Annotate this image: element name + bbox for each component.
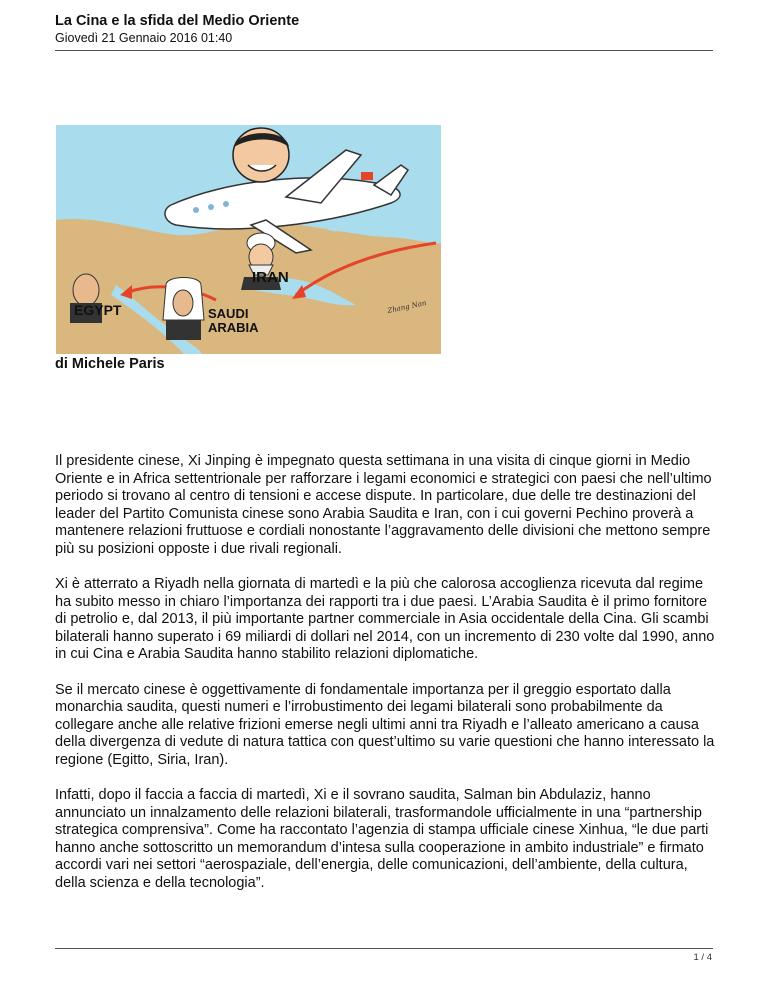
label-arabia: ARABIA (208, 320, 259, 335)
paragraph: Xi è atterrato a Riyadh nella giornata di martedì e la più che calorosa accoglienza ricevuta dal regime ha subito messo in chiaro l’importanza dei rapporti tra i due paesi. L’Arabia Saudita è il primo fornitore di petrolio e, dal 2013, il più importante partner commerciale in Asia occidentale della Cina. Gli scambi bilaterali hanno superato i 69 miliardi di dollari nel 2014, con un incremento di 230 volte dal 1990, anno in cui Cina e Arabia Saudita hanno stabilito relazioni diplomatiche. (55, 576, 715, 663)
document-date: Giovedì 21 Gennaio 2016 01:40 (55, 31, 233, 45)
cartoon-illustration (56, 125, 441, 354)
cartoon-svg (56, 125, 441, 354)
page-header (55, 12, 713, 46)
article-body (55, 453, 715, 910)
paragraph: Infatti, dopo il faccia a faccia di martedì, Xi e il sovrano saudita, Salman bin Abdulaziz, hanno annunciato un innalzamento delle relazioni bilaterali, trasformandole ufficialmente in una “partnership strategica comprensiva”. Come ha raccontato l’agenzia di stampa ufficiale cinese Xinhua, “le due parti hanno anche sottoscritto un memorandum d’intesa sulla cooperazione in ambito industriale” e firmato accordi vari nei settori “aerospaziale, dell’energia, delle comunicazioni, dell’ambiente, della cultura, della scienza e della tecnologia”. (55, 787, 709, 891)
saudi-figure (163, 278, 204, 341)
header-divider (55, 50, 713, 51)
artist-signature: Zhang Nan (386, 298, 428, 315)
flag-icon (361, 172, 373, 180)
label-egypt: EGYPT (74, 302, 122, 318)
paragraph: Il presidente cinese, Xi Jinping è impegnato questa settimana in una visita di cinque giorni in Medio Oriente e in Africa settentrionale per rafforzare i legami economici e strategici con paesi che nell’ultimo periodo si trovano al centro di tensioni e accese dispute. In particolare, due delle tre destinazioni del leader del Partito Comunista cinese sono Arabia Saudita e Iran, con i cui governi Pechino proverà a mantenere relazioni fruttuose e cordiali nonostante l’aggravamento delle divisioni che mettono sempre più su posizioni opposte i due rivali regionali. (55, 453, 712, 557)
xi-caricature (233, 128, 289, 182)
paragraph: Se il mercato cinese è oggettivamente di fondamentale importanza per il greggio esportato dalla monarchia saudita, questi numeri e l’irrobustimento dei legami bilaterali sono probabilmente da collegare anche alle relative frizioni emerse negli ultimi anni tra Riyadh e l’alleato americano a causa della divergenza di vedute di natura tattica con quest’ultimo su varie questioni che hanno interessato la regione (Egitto, Siria, Iran). (55, 681, 715, 768)
label-saudi: SAUDI (208, 306, 249, 321)
footer-divider (55, 948, 713, 949)
author-byline: di Michele Paris (55, 356, 165, 372)
document-title: La Cina e la sfida del Medio Oriente (55, 13, 300, 29)
label-iran: IRAN (252, 269, 289, 286)
page-number: 1 / 4 (693, 952, 712, 963)
